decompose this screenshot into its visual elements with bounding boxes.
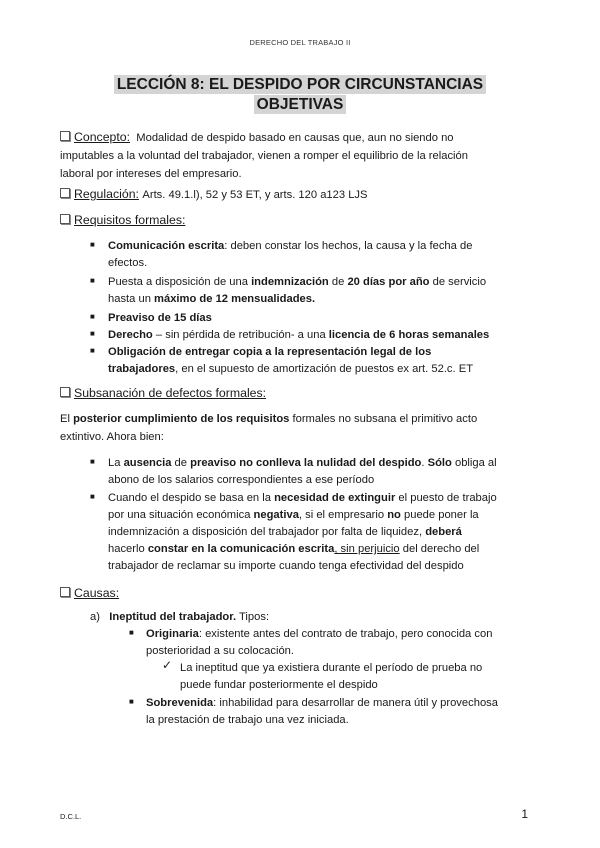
list-item (108, 327, 538, 344)
checkbox-icon (60, 214, 70, 224)
bullet-icon: ■ (90, 312, 95, 321)
title-line-1: LECCIÓN 8: EL DESPIDO POR CIRCUNSTANCIAS (114, 75, 486, 94)
regulacion-text: Arts. 49.1.l), 52 y 53 ET, y arts. 120 a123 LJS (142, 189, 368, 201)
item-text: Puesta a disposición de una (108, 276, 252, 288)
list-item: La ineptitud que ya existiera durante el período de prueba no puede fundar posteriormente el despido (180, 662, 483, 691)
list-item: Sobrevenida: inhabilidad para desarrollar de manera útil y provechosa la prestación de trabajo una vez iniciada. (146, 697, 498, 726)
bullet-icon: ■ (90, 240, 95, 249)
subsanacion-intro (60, 410, 540, 446)
requisitos-heading (60, 212, 185, 228)
requisitos-label: Requisitos formales: (74, 213, 186, 227)
subsanacion-heading (60, 385, 266, 401)
running-header: DERECHO DEL TRABAJO II (249, 38, 351, 47)
concepto-paragraph (60, 128, 540, 183)
causa-a-text: Tipos: (236, 611, 270, 623)
item-bold: Derecho (108, 329, 153, 341)
list-item: Originaria: existente antes del contrato de trabajo, pero conocida con posterioridad a su colocación. (146, 628, 493, 657)
concepto-text-3: laboral por intereses del empresario. (60, 168, 242, 180)
list-item (108, 274, 538, 308)
bullet-icon: ■ (90, 276, 95, 285)
check-icon: ✓ (162, 658, 173, 672)
page-title-cont (60, 96, 540, 114)
item-bold: Preaviso de 15 días (108, 312, 212, 324)
bullet-icon: ■ (90, 492, 95, 501)
bullet-icon: ■ (90, 346, 95, 355)
bullet-icon: ■ (129, 697, 134, 706)
bullet-icon: ■ (90, 329, 95, 338)
intro-bold: posterior cumplimiento de los requisitos (73, 413, 290, 425)
checkbox-icon (60, 587, 70, 597)
checkbox-icon (60, 387, 70, 397)
causa-a-marker: a) (90, 611, 100, 623)
checkbox-icon (60, 188, 70, 198)
item-bold: máximo de 12 mensualidades. (154, 293, 316, 305)
page-number: 1 (521, 807, 528, 821)
intro-text-2: extintivo. Ahora bien: (60, 431, 164, 443)
page-title (60, 76, 540, 94)
item-text-2: efectos. (108, 257, 148, 269)
item-text: de (328, 276, 348, 288)
intro-text: El (60, 413, 74, 425)
subsanacion-label: Subsanación de defectos formales: (74, 386, 267, 400)
footer-initials: D.C.L. (60, 812, 82, 821)
item-text: – sin pérdida de retribución- a una (152, 329, 329, 341)
item-bold: Obligación de entregar copia a la representación legal de los (108, 346, 432, 358)
regulacion-line (60, 186, 367, 203)
item-bold: indemnización (251, 276, 329, 288)
list-item (108, 310, 538, 327)
list-item: Cuando el despido se basa en la necesidad de extinguir el puesto de trabajo por una situación económica negativa, si el empresario no puede poner la indemnización a disposición del trabajador por falta de liquidez, deberá hacerlo constar en la comunicación escrita, sin perjuicio del derecho del trabajador de reclamar su importe cuando tenga efectividad del despido (108, 492, 497, 572)
concepto-text: Modalidad de despido basado en causas que, aun no siendo no (136, 132, 454, 144)
intro-text: formales no subsana el primitivo acto (289, 413, 478, 425)
bullet-icon: ■ (90, 457, 95, 466)
item-text: , en el supuesto de amortización de puestos ex art. 52.c. ET (175, 363, 474, 375)
item-bold: 20 días por año (347, 276, 430, 288)
item-text: de servicio (429, 276, 487, 288)
list-item: La ausencia de preaviso no conlleva la nulidad del despido. Sólo obliga al abono de los salarios correspondientes a ese período (108, 457, 497, 486)
list-item (108, 238, 538, 272)
item-text: : deben constar los hechos, la causa y la fecha de (224, 240, 473, 252)
regulacion-label: Regulación: (74, 187, 139, 201)
concepto-label: Concepto: (74, 130, 131, 144)
item-bold: Comunicación escrita (108, 240, 225, 252)
item-bold: licencia de 6 horas semanales (328, 329, 490, 341)
item-text: hasta un (108, 293, 155, 305)
list-item (108, 344, 538, 378)
causa-a (90, 609, 520, 626)
causa-a-title: Ineptitud del trabajador. (109, 611, 237, 623)
causas-heading (60, 585, 119, 601)
causas-label: Causas: (74, 586, 120, 600)
checkbox-icon (60, 131, 70, 141)
concepto-text-2: imputables a la voluntad del trabajador, vienen a romper el equilibrio de la relación (60, 150, 468, 162)
bullet-icon: ■ (129, 628, 134, 637)
title-line-2: OBJETIVAS (254, 95, 347, 114)
item-bold: trabajadores (108, 363, 176, 375)
